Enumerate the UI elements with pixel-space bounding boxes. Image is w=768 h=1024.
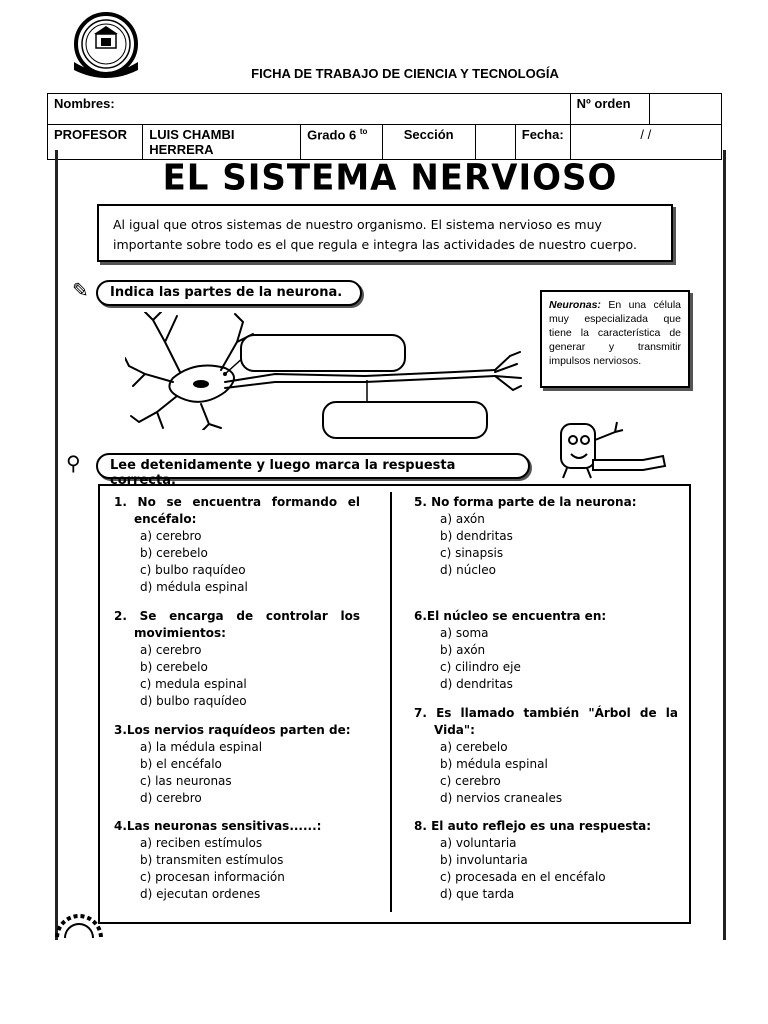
section2-title: Lee detenidamente y luego marca la respuesta correcta. [110, 458, 456, 488]
question-stem: 5. No forma parte de la neurona: [414, 495, 637, 509]
orden-label-cell [570, 94, 649, 125]
profesor-name: LUIS CHAMBI HERRERA [143, 125, 301, 160]
question-stem: 8. El auto reflejo es una respuesta: [414, 819, 652, 833]
question-8 [414, 818, 678, 903]
worksheet-title: EL SISTEMA NERVIOSO [162, 157, 618, 199]
option-c[interactable]: c) cilindro eje [440, 660, 521, 674]
column-divider [390, 492, 392, 912]
label-box-1[interactable] [240, 334, 406, 372]
option-a[interactable]: a) cerebro [140, 529, 202, 543]
intro-text: Al igual que otros sistemas de nuestro organismo. El sistema nervioso es muy importante sobre todo es el que regula e integra las actividades de nuestro cuerpo. [113, 217, 637, 252]
nombres-label: Nombres: [54, 96, 115, 111]
brush-icon: ✎ [72, 280, 89, 302]
question-stem-cont: Vida": [434, 723, 475, 737]
option-c[interactable]: c) bulbo raquídeo [140, 563, 246, 577]
question-stem-cont: encéfalo: [134, 512, 197, 526]
option-a[interactable]: a) cerebro [140, 643, 202, 657]
option-d[interactable]: d) médula espinal [140, 580, 248, 594]
intro-box [97, 204, 673, 262]
option-c[interactable]: c) procesada en el encéfalo [440, 870, 606, 884]
option-b[interactable]: b) cerebelo [140, 546, 208, 560]
option-d[interactable]: d) nervios craneales [440, 791, 563, 805]
question-4 [114, 818, 360, 903]
fecha-label: Fecha: [515, 125, 570, 160]
option-b[interactable]: b) cerebelo [140, 660, 208, 674]
gear-icon [52, 908, 106, 938]
option-d[interactable]: d) bulbo raquídeo [140, 694, 247, 708]
option-b[interactable]: b) médula espinal [440, 757, 548, 771]
option-d[interactable]: d) que tarda [440, 887, 515, 901]
option-d[interactable]: d) núcleo [440, 563, 496, 577]
fecha-field[interactable]: / / [570, 125, 721, 160]
question-1 [114, 494, 360, 596]
option-a[interactable]: a) reciben estímulos [140, 836, 263, 850]
option-b[interactable]: b) involuntaria [440, 853, 528, 867]
grado-label: Grado 6 [307, 127, 360, 143]
question-stem: 2. Se encarga de controlar los [114, 609, 360, 623]
neuron-definition-box [540, 290, 690, 388]
option-c[interactable]: c) cerebro [440, 774, 501, 788]
grado-sup: to [359, 127, 368, 136]
definition-text: En una célula muy especializada que tiene la característica de generar y transmitir impulsos nerviosos. [549, 299, 681, 367]
question-6 [414, 608, 678, 693]
section1-title: Indica las partes de la neurona. [110, 285, 343, 300]
option-d[interactable]: d) cerebro [140, 791, 202, 805]
option-b[interactable]: b) dendritas [440, 529, 513, 543]
option-c[interactable]: c) medula espinal [140, 677, 247, 691]
orden-label: Nº orden [576, 96, 631, 111]
question-stem: 7. Es llamado también "Árbol de la [414, 706, 678, 720]
option-c[interactable]: c) sinapsis [440, 546, 504, 560]
option-c[interactable]: c) procesan información [140, 870, 285, 884]
pencil-mascot-illustration [553, 410, 673, 480]
seccion-label: Sección [382, 125, 475, 160]
option-a[interactable]: a) voluntaria [440, 836, 517, 850]
nombres-cell[interactable] [48, 94, 571, 125]
document-title: FICHA DE TRABAJO DE CIENCIA Y TECNOLOGÍA [251, 66, 559, 81]
option-a[interactable]: a) la médula espinal [140, 740, 263, 754]
option-a[interactable]: a) soma [440, 626, 489, 640]
option-a[interactable]: a) cerebelo [440, 740, 508, 754]
section-neuron-parts [96, 280, 362, 306]
question-5 [414, 494, 678, 579]
option-d[interactable]: d) dendritas [440, 677, 513, 691]
question-stem: 1. No se encuentra formando el [114, 495, 360, 509]
option-a[interactable]: a) axón [440, 512, 485, 526]
question-3 [114, 722, 360, 807]
question-2 [114, 608, 360, 710]
option-b[interactable]: b) el encéfalo [140, 757, 222, 771]
option-d[interactable]: d) ejecutan ordenes [140, 887, 261, 901]
question-7 [414, 705, 678, 807]
magnifier-icon: ⚲ [66, 453, 81, 475]
orden-field[interactable] [649, 94, 721, 125]
profesor-label: PROFESOR [48, 125, 143, 160]
question-stem: 6.El núcleo se encuentra en: [414, 609, 607, 623]
question-stem: 4.Las neuronas sensitivas......: [114, 819, 322, 833]
definition-term: Neuronas: [549, 299, 601, 311]
option-b[interactable]: b) axón [440, 643, 486, 657]
option-c[interactable]: c) las neuronas [140, 774, 232, 788]
option-b[interactable]: b) transmiten estímulos [140, 853, 284, 867]
question-stem: 3.Los nervios raquídeos parten de: [114, 723, 351, 737]
label-box-2[interactable] [322, 401, 488, 439]
question-stem-cont: movimientos: [134, 626, 226, 640]
section-questions [96, 453, 530, 488]
